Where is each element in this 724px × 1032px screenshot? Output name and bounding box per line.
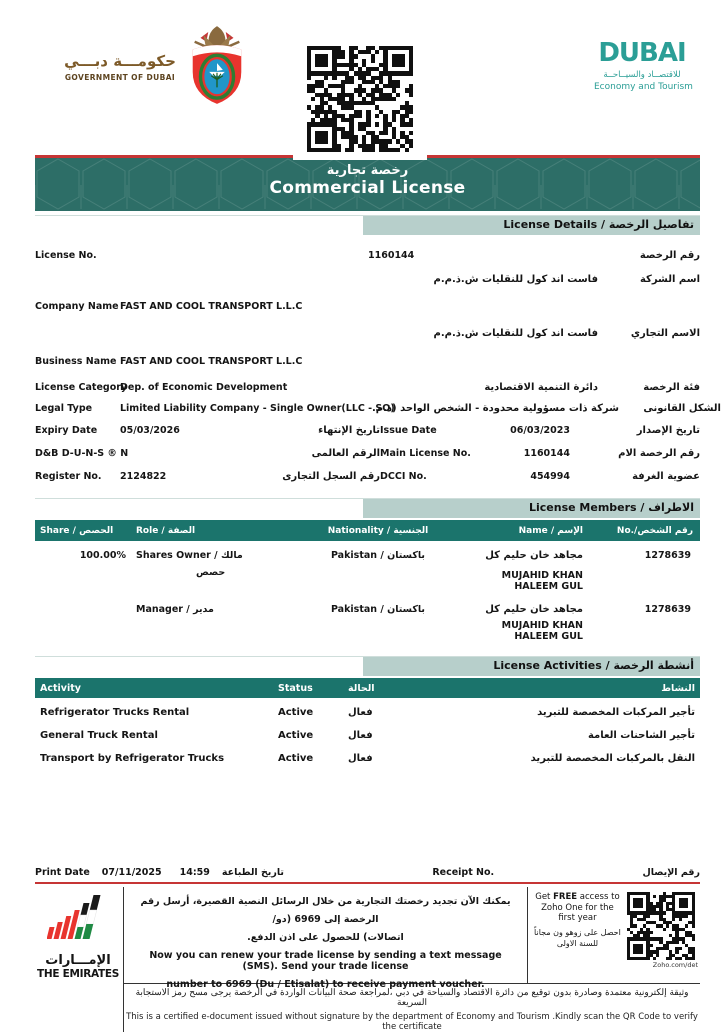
activities-col-status: Status	[278, 682, 313, 694]
detail-row-dates	[35, 419, 700, 442]
activity-status-en: Active	[278, 707, 314, 718]
verification-qr-container	[293, 28, 427, 160]
main-license-label-en: Main License No.	[380, 448, 471, 459]
activity-row	[35, 747, 700, 770]
dcci-no-value: 454994	[530, 471, 570, 482]
emirates-flag-icon	[47, 889, 109, 947]
detail-row-register-dcci	[35, 465, 700, 488]
det-english-subtitle: Economy and Tourism	[594, 82, 693, 92]
license-no-label-en: License No.	[35, 250, 97, 261]
license-members-section	[35, 498, 700, 518]
detail-row-duns-mainlicense	[35, 442, 700, 465]
emirates-logo-block	[35, 887, 121, 1032]
print-time-value: 14:59	[179, 867, 210, 878]
license-no-value: 1160144	[368, 250, 415, 261]
detail-row-license-no	[35, 245, 700, 266]
member-row	[35, 604, 700, 642]
duns-label-ar: الرقم العالمى	[311, 448, 380, 459]
dubai-economy-tourism-logo	[594, 38, 693, 92]
detail-row-company-ar	[35, 269, 700, 290]
detail-row-legal-type	[35, 398, 721, 419]
license-category-label-en: License Category	[35, 382, 128, 393]
license-members-section-title: License Members / الاطراف	[363, 499, 700, 518]
register-no-label-ar: رقم السجل التجارى	[282, 471, 380, 482]
member-name-en: MUJAHID KHAN HALEEM GUL	[501, 620, 583, 642]
zoho-offer-ar-line1: احصل على زوهو ون مجاناً	[534, 927, 621, 937]
member-nationality: Pakistan / باكستان	[330, 604, 426, 615]
sms-renewal-notice	[124, 887, 528, 991]
business-name-label-ar: الاسم التجاري	[630, 328, 700, 339]
activity-row	[35, 701, 700, 724]
verification-qr-code-icon	[307, 46, 413, 152]
activity-name-en: Refrigerator Trucks Rental	[40, 707, 190, 718]
sms-notice-en-line2: number to 6969 (Du / Etisalat) to receive payment voucher.	[166, 979, 485, 991]
member-role-line1: Shares Owner / مالك	[136, 550, 243, 561]
member-person-no: 1278639	[644, 550, 691, 561]
expiry-date-label-en: Expiry Date	[35, 425, 98, 436]
document-header	[0, 0, 724, 155]
expiry-date-label-ar: تاريخ الإنتهاء	[318, 425, 380, 436]
certification-text-ar: وثيقة إلكترونية معتمدة وصادرة بدون توقيع من دائرة الاقتصاد والسياحة في دبي ،لمراجعة صحة البيانات الواردة في الرخصة يرجى مسح رمز الاستجابة السريعة	[135, 988, 689, 1009]
dcci-no-label-ar: عضوية الغرفة	[632, 471, 700, 482]
company-name-value-ar: فاست اند كول للنقليات ش.ذ.م.م	[433, 274, 598, 285]
duns-label-en: D&B D-U-N-S ® N	[35, 448, 129, 459]
legal-type-label-ar: الشكل القانونى	[643, 403, 721, 414]
company-name-label-en: Company Name	[35, 301, 119, 312]
activity-name-ar: النقل بالمركبات المخصصة للتبريد	[530, 753, 695, 764]
sms-notice-ar-line1: يمكنك الآن تجديد رخصتك التجارية من خلال الرسائل النصية القصيرة، أرسل رقم الرخصة إلى 6969 (دو/	[140, 896, 511, 926]
members-table-header	[35, 520, 700, 541]
banner-title-arabic: رخصة تجارية	[326, 163, 409, 178]
emirates-label-en: THE EMIRATES	[37, 968, 119, 980]
activity-status-ar: فعال	[348, 730, 373, 741]
certification-statement	[124, 984, 700, 1032]
license-category-value-ar: دائرة التنمية الاقتصادية	[484, 382, 598, 393]
activity-row	[35, 724, 700, 747]
certification-text-en: This is a certified e-document issued without signature by the department of Economy and Tourism .Kindly scan the QR Code to verify the certificate	[126, 1012, 698, 1032]
legal-type-value-en: Limited Liability Company - Single Owner(LLC - SO)	[120, 403, 395, 414]
member-share	[40, 604, 128, 642]
business-name-value-ar: فاست اند كول للنقليات ش.ذ.م.م	[433, 328, 598, 339]
expiry-date-value: 05/03/2026	[120, 425, 180, 436]
activities-col-status-ar: الحالة	[348, 682, 375, 694]
members-col-share: Share / الحصص	[40, 525, 114, 536]
license-category-label-ar: فئة الرخصة	[643, 382, 700, 393]
license-details-section	[35, 215, 700, 235]
member-role	[128, 604, 288, 642]
zoho-qr-block	[623, 892, 698, 979]
zoho-offer-text-ar	[532, 927, 623, 949]
member-role-line2: حصص	[196, 567, 226, 578]
zoho-ad-text	[532, 892, 623, 979]
issue-date-value: 06/03/2023	[510, 425, 570, 436]
members-col-role: Role / الصفة	[136, 525, 196, 536]
detail-row-business-ar	[35, 323, 700, 344]
activity-name-en: General Truck Rental	[40, 730, 158, 741]
activities-col-activity-ar: النشاط	[661, 682, 695, 694]
zoho-offer-ar-line2: للسنة الاولى	[556, 939, 599, 949]
activity-status-en: Active	[278, 730, 314, 741]
legal-type-value-ar: شركة ذات مسؤولية محدودة - الشخص الواحد (ذ.م.	[372, 403, 619, 414]
activity-status-ar: فعال	[348, 753, 373, 764]
member-name-ar: مجاهد خان حليم كل	[485, 550, 583, 561]
detail-row-business-en	[35, 351, 700, 372]
issue-date-label-en: Issue Date	[380, 425, 437, 436]
zoho-offer-text	[532, 892, 623, 924]
main-license-label-ar: رقم الرخصة الام	[618, 448, 700, 459]
zoho-qr-code-icon	[627, 892, 695, 960]
zoho-offer-pre: Get	[535, 892, 554, 902]
member-name-en: MUJAHID KHAN HALEEM GUL	[501, 570, 583, 592]
business-name-value-en: FAST AND COOL TRANSPORT L.L.C	[120, 356, 303, 367]
zoho-offer-rest: access to Zoho One for the first year	[541, 892, 620, 924]
government-of-dubai-logo	[55, 52, 185, 82]
member-nationality: Pakistan / باكستان	[330, 550, 426, 561]
detail-row-company-en	[35, 296, 700, 317]
issue-date-label-ar: تاريخ الإصدار	[636, 425, 700, 436]
renewal-notice-row	[124, 887, 700, 991]
gov-dubai-english-title: GOVERNMENT OF DUBAI	[64, 73, 176, 82]
print-date-label-ar: تاريخ الطباعة	[221, 867, 284, 878]
sms-notice-ar-line2: اتصالات) للحصول على اذن الدفع.	[247, 932, 404, 944]
receipt-no-label-en: Receipt No.	[432, 867, 495, 878]
members-col-no: رقم الشخص/.No	[616, 525, 693, 536]
activity-name-ar: تأجير الشاحنات العامة	[587, 730, 695, 741]
footer-main	[35, 887, 700, 1032]
emirates-label-ar: الإمـــارات	[45, 953, 111, 968]
activities-table-header	[35, 678, 700, 698]
receipt-no-label-ar: رقم الإيصال	[642, 867, 700, 878]
activities-col-activity: Activity	[40, 682, 81, 694]
zoho-qr-caption: Zoho.com/det	[652, 961, 698, 969]
member-role-line1: Manager / مدير	[136, 604, 214, 615]
activity-name-en: Transport by Refrigerator Trucks	[40, 753, 225, 764]
footer-notices	[123, 887, 700, 1032]
company-name-label-ar: اسم الشركة	[639, 274, 700, 285]
license-no-label-ar: رقم الرخصة	[639, 250, 700, 261]
dubai-crest-icon	[183, 26, 251, 110]
banner-title-english: Commercial License	[269, 178, 466, 198]
activity-name-ar: تأجير المركبات المخصصة للتبريد	[537, 707, 695, 718]
company-name-value-en: FAST AND COOL TRANSPORT L.L.C	[120, 301, 303, 312]
footer-red-divider	[35, 882, 700, 884]
license-details-section-title: License Details / تفاصيل الرخصة	[363, 216, 700, 235]
members-col-name: Name / الإسم	[518, 525, 583, 536]
member-share: 100.00%	[79, 550, 126, 561]
member-name	[468, 550, 583, 592]
gov-dubai-arabic-title: حكومـــة دبـــي	[64, 52, 176, 70]
main-license-value: 1160144	[523, 448, 570, 459]
zoho-ad	[528, 887, 700, 983]
license-activities-section-title: License Activities / أنشطة الرخصة	[363, 657, 700, 676]
license-title-banner	[35, 155, 700, 211]
activity-status-en: Active	[278, 753, 314, 764]
member-row	[35, 550, 700, 592]
detail-row-category	[35, 377, 700, 398]
dubai-logo-wordmark: DUBAI	[598, 38, 686, 68]
det-arabic-subtitle: للاقتصــاد والسيــاحــة	[603, 70, 681, 80]
license-category-value-en: Dep. of Economic Development	[120, 382, 288, 393]
print-date-value: 07/11/2025	[101, 867, 162, 878]
business-name-label-en: Business Name	[35, 356, 117, 367]
member-name	[468, 604, 583, 642]
sms-notice-en-line1: Now you can renew your trade license by sending a text message (SMS). Send your trade license	[149, 950, 502, 973]
member-person-no: 1278639	[644, 604, 691, 615]
members-col-nationality: Nationality / الجنسية	[327, 525, 429, 536]
member-role	[128, 550, 288, 592]
member-name-ar: مجاهد خان حليم كل	[485, 604, 583, 615]
dcci-no-label-en: DCCI No.	[380, 471, 427, 482]
register-no-value: 2124822	[120, 471, 167, 482]
print-date-label-en: Print Date	[35, 867, 90, 878]
activity-status-ar: فعال	[348, 707, 373, 718]
license-activities-section	[35, 656, 700, 676]
register-no-label-en: Register No.	[35, 471, 102, 482]
legal-type-label-en: Legal Type	[35, 403, 93, 414]
zoho-offer-free: FREE	[553, 892, 578, 902]
print-receipt-row	[35, 867, 700, 878]
